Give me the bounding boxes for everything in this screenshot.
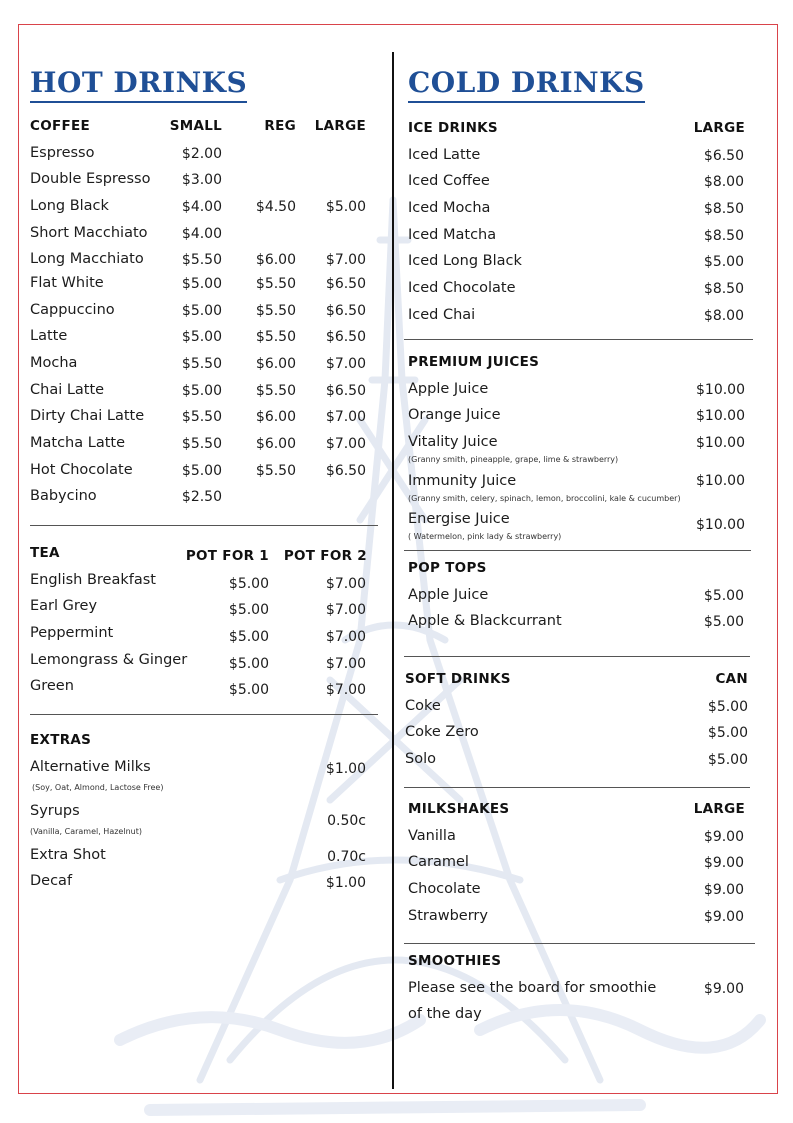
tea-item-name: Lemongrass & Ginger bbox=[30, 652, 188, 668]
coffee-price-large: $6.50 bbox=[325, 303, 366, 319]
tea-item-name: English Breakfast bbox=[30, 572, 156, 588]
coffee-price-small: $3.00 bbox=[181, 172, 222, 188]
coffee-item-name: Long Macchiato bbox=[30, 251, 144, 267]
coffee-item-name: Matcha Latte bbox=[30, 435, 125, 451]
juice-item-name: Vitality Juice bbox=[408, 434, 498, 450]
extras-item-name: Extra Shot bbox=[30, 847, 106, 863]
ice-item-name: Iced Long Black bbox=[408, 253, 522, 269]
soft-col-can: CAN bbox=[715, 671, 748, 687]
coffee-col-small: SMALL bbox=[169, 118, 222, 134]
tea-item-name: Green bbox=[30, 678, 74, 694]
ice-price: $8.50 bbox=[703, 281, 744, 297]
tea-price-pot2: $7.00 bbox=[325, 602, 366, 618]
coffee-item-name: Long Black bbox=[30, 198, 109, 214]
coffee-price-small: $5.00 bbox=[181, 303, 222, 319]
coffee-price-small: $4.00 bbox=[181, 226, 222, 242]
shake-item-name: Strawberry bbox=[408, 908, 488, 924]
coffee-price-large: $6.50 bbox=[325, 383, 366, 399]
coffee-price-small: $2.50 bbox=[181, 489, 222, 505]
soft-item-name: Solo bbox=[405, 751, 436, 767]
pop-price: $5.00 bbox=[703, 588, 744, 604]
soft-item-name: Coke bbox=[405, 698, 441, 714]
juice-item-name: Apple Juice bbox=[408, 381, 489, 397]
coffee-price-large: $7.00 bbox=[325, 409, 366, 425]
coffee-price-small: $2.00 bbox=[181, 146, 222, 162]
ice-header: ICE DRINKS bbox=[408, 120, 498, 136]
tea-price-pot2: $7.00 bbox=[325, 682, 366, 698]
tea-price-pot1: $5.00 bbox=[228, 602, 269, 618]
extras-item-note: (Soy, Oat, Almond, Lactose Free) bbox=[32, 783, 164, 792]
column-divider bbox=[392, 52, 394, 1089]
coffee-price-large: $6.50 bbox=[325, 329, 366, 345]
shakes-col-large: LARGE bbox=[693, 801, 745, 817]
coffee-price-small: $5.50 bbox=[181, 436, 222, 452]
coffee-item-name: Chai Latte bbox=[30, 382, 105, 398]
tea-item-name: Peppermint bbox=[30, 625, 114, 641]
tea-price-pot1: $5.00 bbox=[228, 576, 269, 592]
coffee-price-reg: $5.50 bbox=[255, 276, 296, 292]
tea-price-pot1: $5.00 bbox=[228, 682, 269, 698]
ice-item-name: Iced Latte bbox=[408, 147, 481, 163]
coffee-header: COFFEE bbox=[30, 118, 91, 134]
ice-item-name: Iced Matcha bbox=[408, 227, 497, 243]
extras-price: 0.50c bbox=[327, 813, 366, 829]
coffee-price-small: $5.00 bbox=[181, 276, 222, 292]
shake-price: $9.00 bbox=[703, 909, 744, 925]
juice-item-note: (Granny smith, celery, spinach, lemon, broccolini, kale & cucumber) bbox=[408, 494, 681, 503]
coffee-col-reg: REG bbox=[264, 118, 296, 134]
coffee-item-name: Latte bbox=[30, 328, 68, 344]
section-divider bbox=[404, 787, 750, 788]
ice-item-name: Iced Mocha bbox=[408, 200, 491, 216]
soft-price: $5.00 bbox=[707, 725, 748, 741]
tea-col-pot1: POT FOR 1 bbox=[185, 548, 269, 564]
juice-item-note: ( Watermelon, pink lady & strawberry) bbox=[408, 532, 562, 541]
tea-col-pot2: POT FOR 2 bbox=[283, 548, 367, 564]
juice-price: $10.00 bbox=[696, 473, 745, 489]
coffee-price-reg: $5.50 bbox=[255, 303, 296, 319]
soft-price: $5.00 bbox=[707, 699, 748, 715]
coffee-price-reg: $6.00 bbox=[255, 356, 296, 372]
coffee-item-name: Cappuccino bbox=[30, 302, 115, 318]
extras-price: $1.00 bbox=[325, 761, 366, 777]
section-divider bbox=[30, 525, 378, 526]
coffee-price-small: $5.50 bbox=[181, 252, 222, 268]
coffee-col-large: LARGE bbox=[314, 118, 366, 134]
pop-price: $5.00 bbox=[703, 614, 744, 630]
juice-item-name: Orange Juice bbox=[408, 407, 501, 423]
extras-price: 0.70c bbox=[327, 849, 366, 865]
coffee-price-small: $5.50 bbox=[181, 356, 222, 372]
ice-price: $8.00 bbox=[703, 174, 744, 190]
shakes-header: MILKSHAKES bbox=[408, 801, 510, 817]
coffee-item-name: Dirty Chai Latte bbox=[30, 408, 145, 424]
ice-item-name: Iced Coffee bbox=[408, 173, 490, 189]
ice-price: $5.00 bbox=[703, 254, 744, 270]
shake-price: $9.00 bbox=[703, 855, 744, 871]
shake-price: $9.00 bbox=[703, 882, 744, 898]
tea-item-name: Earl Grey bbox=[30, 598, 98, 614]
shake-price: $9.00 bbox=[703, 829, 744, 845]
coffee-item-name: Flat White bbox=[30, 275, 104, 291]
coffee-price-large: $7.00 bbox=[325, 436, 366, 452]
ice-price: $8.00 bbox=[703, 308, 744, 324]
pop-header: POP TOPS bbox=[408, 560, 487, 576]
coffee-price-small: $5.00 bbox=[181, 383, 222, 399]
coffee-item-name: Double Espresso bbox=[30, 171, 151, 187]
extras-item-name: Syrups bbox=[30, 803, 80, 819]
tea-price-pot2: $7.00 bbox=[325, 656, 366, 672]
extras-price: $1.00 bbox=[325, 875, 366, 891]
coffee-price-reg: $5.50 bbox=[255, 383, 296, 399]
tea-price-pot2: $7.00 bbox=[325, 629, 366, 645]
smoothies-header: SMOOTHIES bbox=[408, 953, 502, 969]
section-divider bbox=[404, 550, 751, 551]
soft-item-name: Coke Zero bbox=[405, 724, 479, 740]
hot-drinks-title: HOT DRINKS bbox=[30, 66, 247, 99]
extras-item-name: Alternative Milks bbox=[30, 759, 151, 775]
smoothies-price: $9.00 bbox=[703, 981, 744, 997]
coffee-item-name: Mocha bbox=[30, 355, 78, 371]
coffee-price-small: $5.50 bbox=[181, 409, 222, 425]
tea-price-pot1: $5.00 bbox=[228, 656, 269, 672]
ice-price: $8.50 bbox=[703, 201, 744, 217]
coffee-price-large: $5.00 bbox=[325, 199, 366, 215]
shake-item-name: Vanilla bbox=[408, 828, 456, 844]
juice-item-name: Energise Juice bbox=[408, 511, 510, 527]
section-divider bbox=[404, 339, 753, 340]
pop-item-name: Apple Juice bbox=[408, 587, 489, 603]
section-divider bbox=[404, 943, 755, 944]
section-divider bbox=[30, 714, 378, 715]
juice-price: $10.00 bbox=[696, 517, 745, 533]
extras-item-name: Decaf bbox=[30, 873, 73, 889]
smoothies-line-2: of the day bbox=[408, 1006, 482, 1022]
juice-price: $10.00 bbox=[696, 408, 745, 424]
ice-item-name: Iced Chocolate bbox=[408, 280, 516, 296]
tea-price-pot1: $5.00 bbox=[228, 629, 269, 645]
ice-col-large: LARGE bbox=[693, 120, 745, 136]
coffee-item-name: Babycino bbox=[30, 488, 97, 504]
coffee-price-reg: $6.00 bbox=[255, 436, 296, 452]
ice-item-name: Iced Chai bbox=[408, 307, 476, 323]
shake-item-name: Caramel bbox=[408, 854, 469, 870]
coffee-price-small: $4.00 bbox=[181, 199, 222, 215]
cold-drinks-title: COLD DRINKS bbox=[408, 66, 645, 99]
juices-header: PREMIUM JUICES bbox=[408, 354, 540, 370]
extras-item-note: (Vanilla, Caramel, Hazelnut) bbox=[30, 827, 142, 836]
juice-price: $10.00 bbox=[696, 435, 745, 451]
juice-price: $10.00 bbox=[696, 382, 745, 398]
coffee-price-reg: $5.50 bbox=[255, 463, 296, 479]
ice-price: $8.50 bbox=[703, 228, 744, 244]
coffee-price-large: $7.00 bbox=[325, 356, 366, 372]
coffee-price-reg: $6.00 bbox=[255, 409, 296, 425]
coffee-price-small: $5.00 bbox=[181, 329, 222, 345]
pop-item-name: Apple & Blackcurrant bbox=[408, 613, 562, 629]
coffee-price-reg: $6.00 bbox=[255, 252, 296, 268]
coffee-price-reg: $4.50 bbox=[255, 199, 296, 215]
smoothies-line-1: Please see the board for smoothie bbox=[408, 980, 657, 996]
soft-price: $5.00 bbox=[707, 752, 748, 768]
soft-header: SOFT DRINKS bbox=[405, 671, 511, 687]
tea-header: TEA bbox=[30, 545, 60, 561]
coffee-price-large: $7.00 bbox=[325, 252, 366, 268]
shake-item-name: Chocolate bbox=[408, 881, 481, 897]
coffee-item-name: Hot Chocolate bbox=[30, 462, 133, 478]
tea-price-pot2: $7.00 bbox=[325, 576, 366, 592]
coffee-item-name: Short Macchiato bbox=[30, 225, 148, 241]
ice-price: $6.50 bbox=[703, 148, 744, 164]
juice-item-note: (Granny smith, pineapple, grape, lime & strawberry) bbox=[408, 455, 619, 464]
coffee-price-small: $5.00 bbox=[181, 463, 222, 479]
coffee-price-large: $6.50 bbox=[325, 463, 366, 479]
section-divider bbox=[404, 656, 750, 657]
coffee-item-name: Espresso bbox=[30, 145, 95, 161]
coffee-price-reg: $5.50 bbox=[255, 329, 296, 345]
juice-item-name: Immunity Juice bbox=[408, 473, 517, 489]
extras-header: EXTRAS bbox=[30, 732, 92, 748]
coffee-price-large: $6.50 bbox=[325, 276, 366, 292]
